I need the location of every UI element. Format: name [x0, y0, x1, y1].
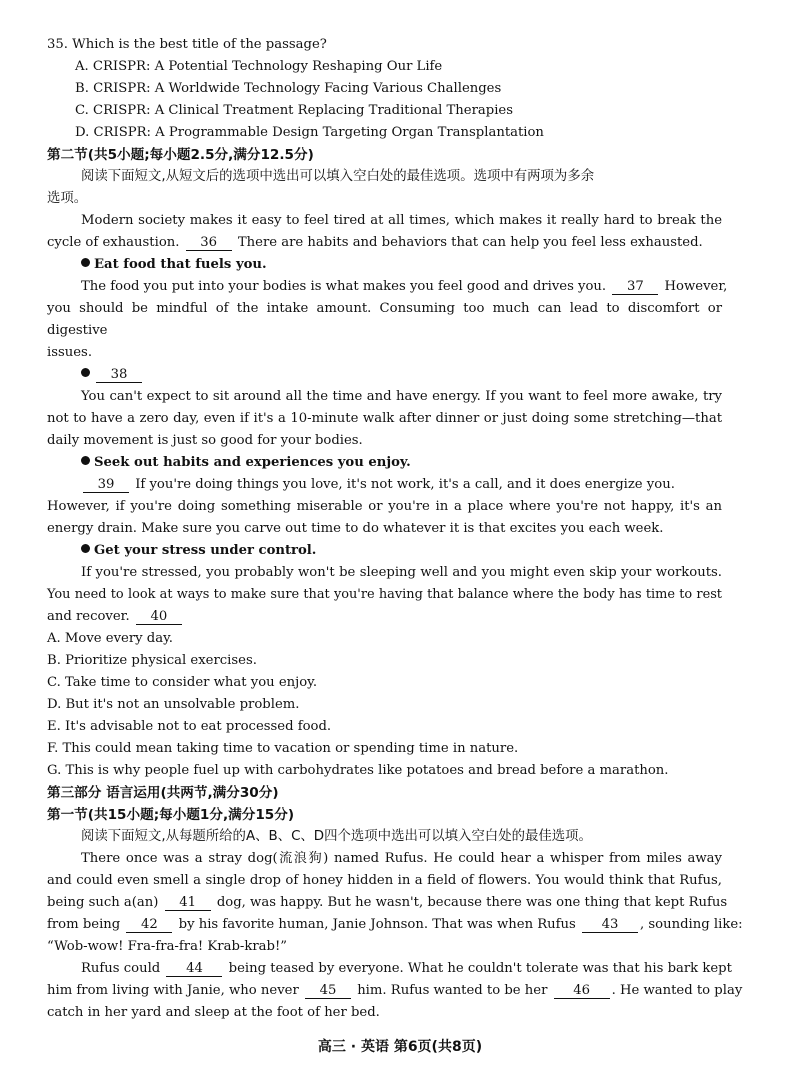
text-span: If you're doing things you love, it's not work, it's a call, and it does energize you. [135, 477, 675, 492]
passage-line [47, 980, 743, 1002]
option-b: B. Prioritize physical exercises. [47, 653, 257, 668]
part3-instruction: 阅读下面短文,从每题所给的A、B、C、D四个选项中选出可以填入空白处的最佳选项。 [81, 829, 592, 844]
blank-38[interactable]: 38 [96, 367, 142, 383]
option-d: D. But it's not an unsolvable problem. [47, 697, 300, 712]
passage-line [47, 232, 722, 254]
blank-39[interactable]: 39 [83, 477, 129, 493]
passage-line: There once was a stray dog(流浪狗) named Rufus. He could hear a whisper from miles away [81, 851, 722, 866]
text-span: cycle of exhaustion. [47, 235, 180, 250]
subheading-text: Seek out habits and experiences you enjoy. [94, 455, 411, 470]
subheading-eat-food [47, 254, 722, 276]
option-a: A. Move every day. [47, 631, 173, 646]
passage-line: you should be mindful of the intake amount. Consuming too much can lead to discomfort or digestive [47, 301, 722, 338]
passage-line [47, 474, 722, 496]
q35-option-d: D. CRISPR: A Programmable Design Targeting Organ Transplantation [75, 125, 544, 140]
option-g: G. This is why people fuel up with carbohydrates like potatoes and bread before a marathon. [47, 763, 669, 778]
passage-line [47, 276, 728, 298]
text-span: from being [47, 917, 121, 932]
passage-line [47, 914, 743, 936]
exam-page [47, 34, 743, 1024]
passage-line: You need to look at ways to make sure that you're having that balance where the body has time to rest [47, 587, 722, 602]
blank-45[interactable]: 45 [305, 983, 351, 999]
blank-43[interactable]: 43 [582, 917, 638, 933]
text-span: him from living with Janie, who never [47, 983, 299, 998]
text-span: There are habits and behaviors that can help you feel less exhausted. [237, 235, 703, 250]
option-c: C. Take time to consider what you enjoy. [47, 675, 318, 690]
passage-line [47, 892, 728, 914]
passage-line: However, if you're doing something miserable or you're in a place where you're not happy, it's an [47, 499, 722, 514]
passage-line [47, 958, 732, 980]
passage-line: “Wob-wow! Fra-fra-fra! Krab-krab!” [47, 939, 287, 954]
option-f: F. This could mean taking time to vacation or spending time in nature. [47, 741, 519, 756]
text-span: being such a(an) [47, 895, 159, 910]
subheading-seek-habits [47, 452, 722, 474]
text-span: . He wanted to play [611, 983, 743, 998]
blank-42[interactable]: 42 [126, 917, 172, 933]
q35-stem: 35. Which is the best title of the passage? [47, 37, 327, 52]
bullet-icon [81, 258, 90, 267]
section2-instruction-line2: 选项。 [47, 191, 88, 206]
passage-line: catch in her yard and sleep at the foot of her bed. [47, 1005, 380, 1020]
text-span: and recover. [47, 609, 130, 624]
passage-line: You can't expect to sit around all the time and have energy. If you want to feel more awake, try [81, 389, 722, 404]
text-span: However, [664, 279, 728, 294]
bullet-icon [81, 456, 90, 465]
passage-line: and could even smell a single drop of honey hidden in a field of flowers. You would think that Rufus, [47, 873, 722, 888]
passage-line: Modern society makes it easy to feel tired at all times, which makes it really hard to break the [81, 213, 722, 228]
part3-subheading: 第一节(共15小题;每小题1分,满分15分) [47, 807, 295, 823]
passage-line [47, 606, 722, 628]
passage-line: daily movement is just so good for your bodies. [47, 433, 363, 448]
passage-line: energy drain. Make sure you carve out time to do whatever it is that excites you each week. [47, 521, 664, 536]
text-span: him. Rufus wanted to be her [357, 983, 548, 998]
passage-line: If you're stressed, you probably won't be sleeping well and you might even skip your workouts. [81, 565, 722, 580]
q35-option-c: C. CRISPR: A Clinical Treatment Replacing Traditional Therapies [75, 103, 513, 118]
subheading-blank-38 [47, 364, 722, 386]
blank-41[interactable]: 41 [165, 895, 211, 911]
blank-46[interactable]: 46 [554, 983, 610, 999]
text-span: The food you put into your bodies is what makes you feel good and drives you. [81, 279, 607, 294]
part3-heading: 第三部分 语言运用(共两节,满分30分) [47, 785, 279, 801]
bullet-icon [81, 544, 90, 553]
passage-line: issues. [47, 345, 93, 360]
blank-40[interactable]: 40 [136, 609, 182, 625]
section2-instruction-line1: 阅读下面短文,从短文后的选项中选出可以填入空白处的最佳选项。选项中有两项为多余 [81, 169, 595, 184]
subheading-text: Eat food that fuels you. [94, 257, 267, 272]
page-footer: 高三 · 英语 第6页(共8页) [317, 1039, 483, 1055]
text-span: dog, was happy. But he wasn't, because there was one thing that kept Rufus [216, 895, 728, 910]
text-span: Rufus could [81, 961, 161, 976]
subheading-stress [47, 540, 722, 562]
option-e: E. It's advisable not to eat processed food. [47, 719, 332, 734]
blank-36[interactable]: 36 [186, 235, 232, 251]
text-span: being teased by everyone. What he couldn't tolerate was that his bark kept [228, 961, 732, 976]
passage-line: not to have a zero day, even if it's a 10-minute walk after dinner or just doing some stretching—that [47, 411, 722, 426]
subheading-text: Get your stress under control. [94, 543, 317, 558]
bullet-icon [81, 368, 90, 377]
blank-44[interactable]: 44 [166, 961, 222, 977]
blank-37[interactable]: 37 [612, 279, 658, 295]
q35-option-a: A. CRISPR: A Potential Technology Reshaping Our Life [75, 59, 443, 74]
section2-heading: 第二节(共5小题;每小题2.5分,满分12.5分) [47, 147, 314, 163]
q35-option-b: B. CRISPR: A Worldwide Technology Facing Various Challenges [75, 81, 502, 96]
text-span: by his favorite human, Janie Johnson. That was when Rufus [178, 917, 576, 932]
text-span: , sounding like: [640, 917, 743, 932]
